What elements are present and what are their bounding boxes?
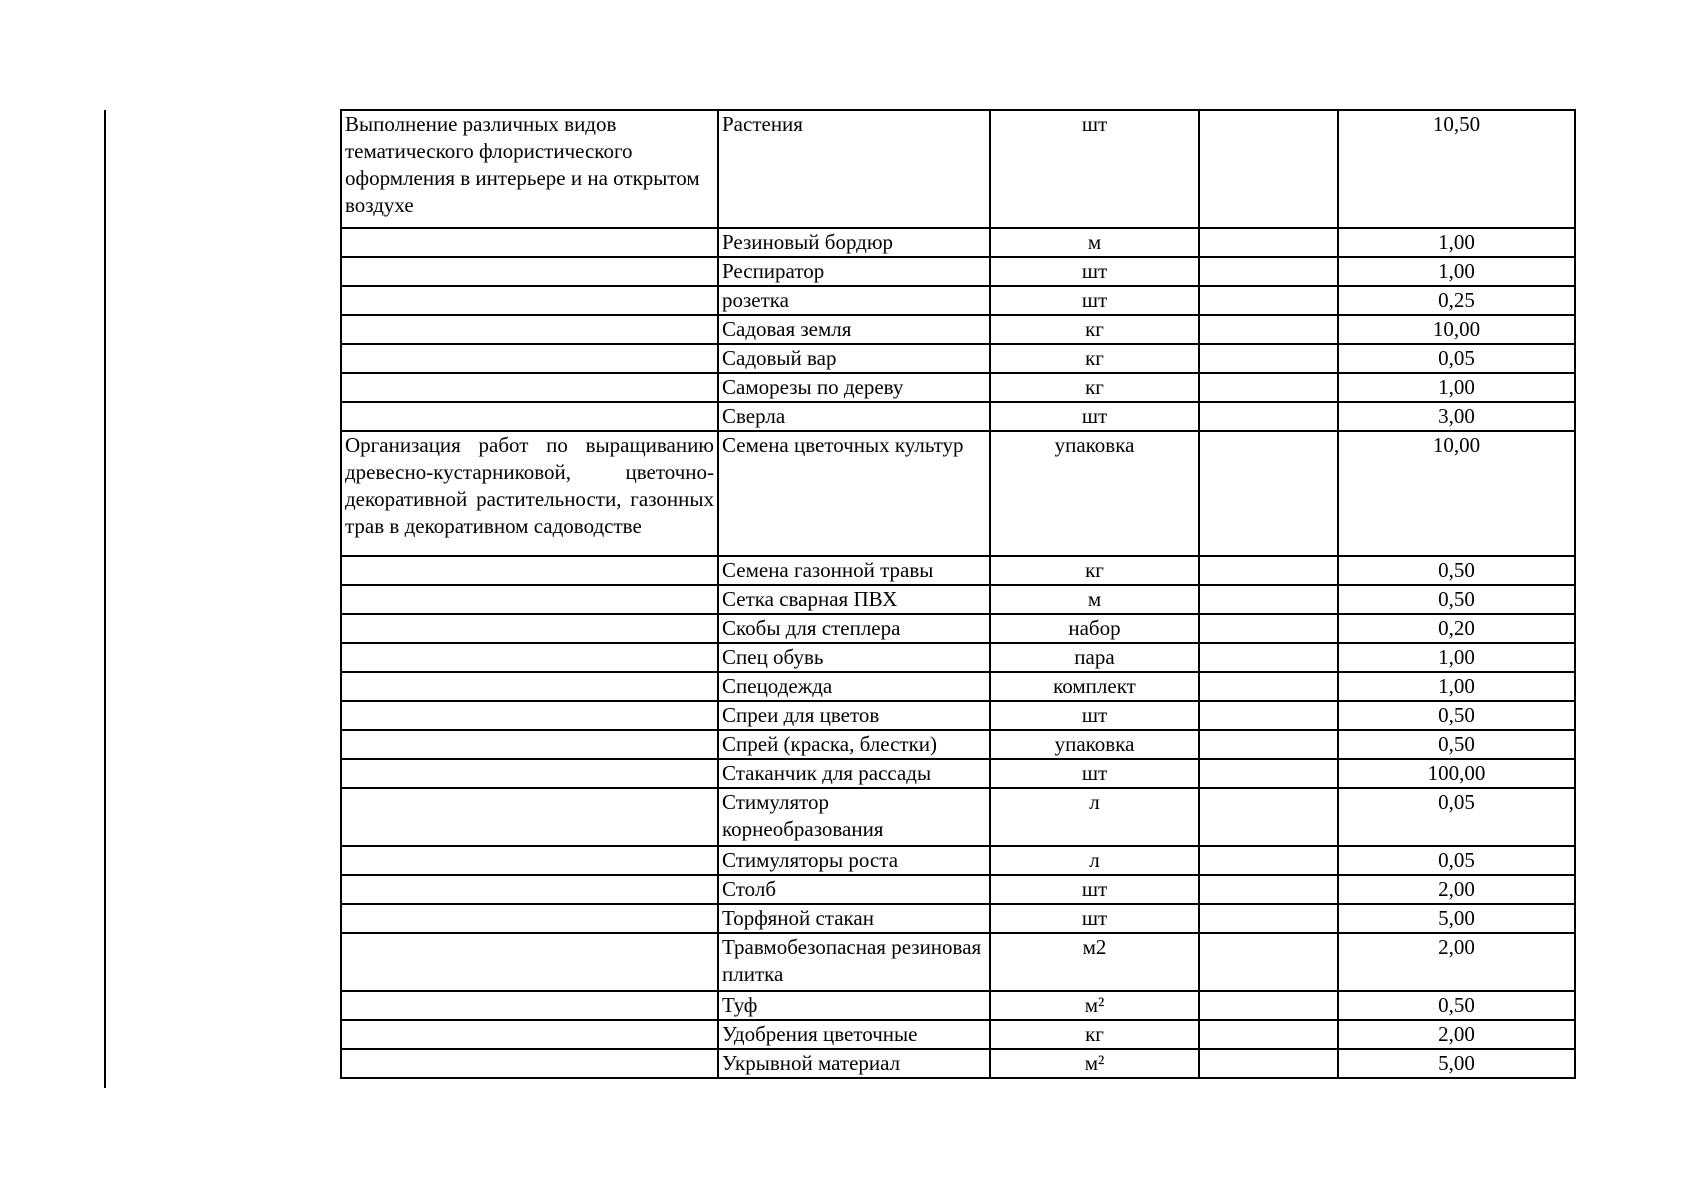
unit-cell: пара xyxy=(990,643,1199,672)
section-cell xyxy=(341,315,718,344)
item-name-cell: Сверла xyxy=(718,402,990,431)
extra-cell xyxy=(1199,228,1338,257)
table-row xyxy=(341,701,1575,730)
section-cell xyxy=(341,1020,718,1049)
section-cell xyxy=(341,257,718,286)
unit-cell: шт xyxy=(990,759,1199,788)
section-cell xyxy=(341,286,718,315)
item-name-cell: Спреи для цветов xyxy=(718,701,990,730)
item-name-cell: Столб xyxy=(718,875,990,904)
unit-cell: л xyxy=(990,788,1199,846)
section-cell xyxy=(341,933,718,991)
section-cell xyxy=(341,672,718,701)
item-name-cell: Удобрения цветочные xyxy=(718,1020,990,1049)
item-name-cell: Скобы для степлера xyxy=(718,614,990,643)
unit-cell: м² xyxy=(990,1049,1199,1078)
extra-cell xyxy=(1199,431,1338,556)
extra-cell xyxy=(1199,730,1338,759)
item-name-cell: Растения xyxy=(718,110,990,228)
extra-cell xyxy=(1199,257,1338,286)
item-name-cell: Спец обувь xyxy=(718,643,990,672)
item-name-cell: Стимуляторы роста xyxy=(718,846,990,875)
quantity-cell: 0,25 xyxy=(1338,286,1575,315)
unit-cell: комплект xyxy=(990,672,1199,701)
section-cell xyxy=(341,991,718,1020)
extra-cell xyxy=(1199,556,1338,585)
item-name-cell: Торфяной стакан xyxy=(718,904,990,933)
quantity-cell: 0,05 xyxy=(1338,788,1575,846)
left-margin-line xyxy=(104,110,106,1088)
section-cell xyxy=(341,759,718,788)
section-cell xyxy=(341,788,718,846)
quantity-cell: 100,00 xyxy=(1338,759,1575,788)
section-cell xyxy=(341,904,718,933)
table-row xyxy=(341,585,1575,614)
table-row xyxy=(341,286,1575,315)
table-row xyxy=(341,759,1575,788)
unit-cell: шт xyxy=(990,402,1199,431)
unit-cell: м2 xyxy=(990,933,1199,991)
quantity-cell: 1,00 xyxy=(1338,257,1575,286)
unit-cell: л xyxy=(990,846,1199,875)
item-name-cell: Стимулятор корнеобразования xyxy=(718,788,990,846)
item-name-cell: Семена газонной травы xyxy=(718,556,990,585)
table-row xyxy=(341,614,1575,643)
quantity-cell: 0,05 xyxy=(1338,344,1575,373)
section-cell xyxy=(341,875,718,904)
table-row xyxy=(341,228,1575,257)
extra-cell xyxy=(1199,904,1338,933)
item-name-cell: Сетка сварная ПВХ xyxy=(718,585,990,614)
item-name-cell: Спрей (краска, блестки) xyxy=(718,730,990,759)
unit-cell: м² xyxy=(990,991,1199,1020)
extra-cell xyxy=(1199,701,1338,730)
table-row xyxy=(341,672,1575,701)
unit-cell: набор xyxy=(990,614,1199,643)
section-cell xyxy=(341,402,718,431)
extra-cell xyxy=(1199,344,1338,373)
section-cell xyxy=(341,643,718,672)
table-row xyxy=(341,846,1575,875)
section-cell xyxy=(341,373,718,402)
extra-cell xyxy=(1199,672,1338,701)
quantity-cell: 0,50 xyxy=(1338,991,1575,1020)
item-name-cell: Туф xyxy=(718,991,990,1020)
extra-cell xyxy=(1199,585,1338,614)
item-name-cell: Травмобезопасная резиновая плитка xyxy=(718,933,990,991)
quantity-cell: 1,00 xyxy=(1338,228,1575,257)
table-row xyxy=(341,991,1575,1020)
item-name-cell: Семена цветочных культур xyxy=(718,431,990,556)
section-cell xyxy=(341,730,718,759)
quantity-cell: 1,00 xyxy=(1338,373,1575,402)
table-row xyxy=(341,1020,1575,1049)
quantity-cell: 2,00 xyxy=(1338,933,1575,991)
section-cell xyxy=(341,585,718,614)
unit-cell: упаковка xyxy=(990,431,1199,556)
table-row xyxy=(341,373,1575,402)
quantity-cell: 0,50 xyxy=(1338,701,1575,730)
item-name-cell: Респиратор xyxy=(718,257,990,286)
unit-cell: шт xyxy=(990,286,1199,315)
table-row xyxy=(341,315,1575,344)
quantity-cell: 0,50 xyxy=(1338,556,1575,585)
section-cell xyxy=(341,614,718,643)
section-cell xyxy=(341,1049,718,1078)
unit-cell: кг xyxy=(990,344,1199,373)
quantity-cell: 5,00 xyxy=(1338,904,1575,933)
extra-cell xyxy=(1199,614,1338,643)
unit-cell: шт xyxy=(990,904,1199,933)
section-cell xyxy=(341,344,718,373)
extra-cell xyxy=(1199,373,1338,402)
quantity-cell: 2,00 xyxy=(1338,875,1575,904)
unit-cell: шт xyxy=(990,701,1199,730)
unit-cell: м xyxy=(990,585,1199,614)
section-cell xyxy=(341,228,718,257)
extra-cell xyxy=(1199,1020,1338,1049)
table-row xyxy=(341,904,1575,933)
unit-cell: кг xyxy=(990,373,1199,402)
extra-cell xyxy=(1199,402,1338,431)
table-row xyxy=(341,788,1575,846)
extra-cell xyxy=(1199,991,1338,1020)
unit-cell: м xyxy=(990,228,1199,257)
quantity-cell: 2,00 xyxy=(1338,1020,1575,1049)
item-name-cell: Стаканчик для рассады xyxy=(718,759,990,788)
extra-cell xyxy=(1199,759,1338,788)
quantity-cell: 10,00 xyxy=(1338,431,1575,556)
item-name-cell: Садовая земля xyxy=(718,315,990,344)
extra-cell xyxy=(1199,933,1338,991)
table-row xyxy=(341,933,1575,991)
table-row xyxy=(341,402,1575,431)
item-name-cell: Саморезы по дереву xyxy=(718,373,990,402)
unit-cell: шт xyxy=(990,257,1199,286)
extra-cell xyxy=(1199,315,1338,344)
section-cell xyxy=(341,556,718,585)
quantity-cell: 3,00 xyxy=(1338,402,1575,431)
table-row xyxy=(341,431,1575,556)
item-name-cell: Резиновый бордюр xyxy=(718,228,990,257)
table-row xyxy=(341,257,1575,286)
extra-cell xyxy=(1199,788,1338,846)
extra-cell xyxy=(1199,875,1338,904)
unit-cell: шт xyxy=(990,110,1199,228)
extra-cell xyxy=(1199,846,1338,875)
item-name-cell: Садовый вар xyxy=(718,344,990,373)
materials-table xyxy=(340,109,1576,1079)
item-name-cell: Укрывной материал xyxy=(718,1049,990,1078)
table-row xyxy=(341,556,1575,585)
table-row xyxy=(341,875,1575,904)
quantity-cell: 1,00 xyxy=(1338,672,1575,701)
quantity-cell: 0,20 xyxy=(1338,614,1575,643)
extra-cell xyxy=(1199,1049,1338,1078)
item-name-cell: Спецодежда xyxy=(718,672,990,701)
quantity-cell: 0,50 xyxy=(1338,730,1575,759)
table-row xyxy=(341,730,1575,759)
table-row xyxy=(341,110,1575,228)
extra-cell xyxy=(1199,286,1338,315)
table-row xyxy=(341,643,1575,672)
unit-cell: кг xyxy=(990,1020,1199,1049)
quantity-cell: 5,00 xyxy=(1338,1049,1575,1078)
section-cell xyxy=(341,701,718,730)
table-row xyxy=(341,344,1575,373)
quantity-cell: 1,00 xyxy=(1338,643,1575,672)
unit-cell: упаковка xyxy=(990,730,1199,759)
section-cell xyxy=(341,846,718,875)
quantity-cell: 10,00 xyxy=(1338,315,1575,344)
quantity-cell: 10,50 xyxy=(1338,110,1575,228)
item-name-cell: розетка xyxy=(718,286,990,315)
unit-cell: кг xyxy=(990,556,1199,585)
extra-cell xyxy=(1199,110,1338,228)
table-row xyxy=(341,1049,1575,1078)
section-cell: Выполнение различных видов тематического флористического оформления в интерьере и на открытом воздухе xyxy=(341,110,718,228)
extra-cell xyxy=(1199,643,1338,672)
quantity-cell: 0,50 xyxy=(1338,585,1575,614)
unit-cell: кг xyxy=(990,315,1199,344)
unit-cell: шт xyxy=(990,875,1199,904)
section-cell: Организация работ по выращиванию древесно-кустарниковой, цветочно-декоративной растительности, газонных трав в декоративном садоводстве xyxy=(341,431,718,556)
quantity-cell: 0,05 xyxy=(1338,846,1575,875)
